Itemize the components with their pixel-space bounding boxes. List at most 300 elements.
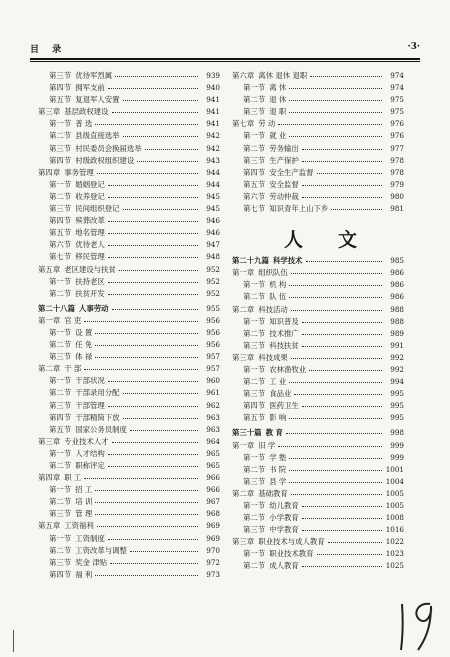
dot-leader [302, 334, 382, 335]
toc-entry-label [232, 255, 303, 267]
toc-entry-sec[interactable] [38, 412, 220, 424]
toc-entry-number: 第三节 [243, 525, 266, 535]
toc-entry-sec[interactable] [38, 424, 220, 436]
toc-page-number: 967 [206, 497, 220, 507]
toc-entry-label [243, 464, 286, 476]
toc-page-number: 952 [206, 264, 220, 274]
dot-leader [278, 446, 382, 447]
toc-entry-title: 普 选 [75, 119, 93, 129]
toc-entry-sec[interactable] [232, 130, 404, 142]
dot-leader [95, 514, 198, 515]
toc-entry-label [243, 328, 299, 340]
toc-entry-number: 第三节 [49, 509, 72, 519]
toc-entry-title: 人才结构 [75, 448, 105, 458]
toc-entry-part[interactable] [38, 303, 220, 315]
toc-entry-chap[interactable] [38, 264, 220, 276]
toc-entry-label [49, 143, 142, 155]
toc-entry-label [243, 512, 299, 524]
toc-entry-number: 第二节 [49, 545, 72, 555]
dot-leader [289, 285, 382, 286]
toc-entry-title: 干 部 [64, 364, 82, 374]
toc-entry-label [49, 227, 105, 239]
dot-leader [95, 490, 198, 491]
toc-entry-number: 第三节 [49, 557, 72, 567]
toc-entry-number: 第三章 [232, 352, 255, 362]
dot-leader [309, 370, 382, 371]
toc-entry-label [232, 440, 275, 452]
toc-page-number: 966 [206, 485, 220, 495]
header-rule-thick [30, 58, 420, 60]
toc-entry-sec[interactable] [232, 316, 404, 328]
dot-leader [289, 88, 382, 89]
toc-page-number: 964 [206, 436, 220, 446]
toc-page-number: 975 [390, 107, 404, 117]
toc-entry-title: 医药卫生 [269, 401, 299, 411]
toc-entry-label [49, 251, 105, 263]
toc-entry-sec[interactable] [232, 388, 404, 400]
toc-page-number: 943 [206, 155, 220, 165]
toc-entry-label [49, 569, 92, 581]
toc-entry-number: 第三节 [49, 204, 72, 214]
toc-page-number: 952 [206, 288, 220, 298]
toc-entry-sec[interactable] [38, 143, 220, 155]
toc-entry-label [243, 400, 299, 412]
toc-entry-title: 移民管理 [75, 252, 105, 262]
toc-entry-chap[interactable] [38, 520, 220, 532]
toc-entry-number: 第一节 [49, 276, 72, 286]
toc-entry-label [232, 536, 325, 548]
toc-entry-number: 第一节 [243, 501, 266, 510]
dot-leader [108, 381, 198, 382]
dot-leader [110, 563, 198, 564]
toc-entry-sec[interactable] [232, 279, 404, 291]
toc-entry-label [49, 70, 112, 82]
toc-entry-label [49, 191, 105, 203]
toc-entry-title: 民间组织登记 [75, 204, 120, 214]
dot-leader [289, 100, 382, 101]
toc-entry-sec[interactable] [232, 203, 404, 215]
dot-leader [302, 530, 382, 531]
toc-page-number: 995 [390, 389, 404, 399]
toc-entry-sec[interactable] [232, 452, 404, 464]
toc-entry-title: 扶持老区 [75, 276, 105, 286]
toc-entry-sec[interactable] [38, 557, 220, 569]
toc-page-number: 980 [390, 191, 404, 201]
toc-page-number: 945 [206, 191, 220, 201]
dot-leader [108, 454, 198, 455]
toc-entry-label [49, 239, 105, 251]
toc-entry-label [49, 179, 105, 191]
toc-page-number: 986 [390, 268, 404, 278]
toc-entry-number: 第二章 [232, 488, 255, 498]
dot-leader [302, 518, 382, 519]
toc-entry-label [38, 167, 94, 179]
dot-leader [84, 478, 198, 479]
dot-leader [289, 297, 382, 298]
toc-entry-sec[interactable] [232, 82, 404, 94]
toc-entry-sec[interactable] [38, 227, 220, 239]
toc-entry-number: 第一节 [49, 533, 72, 543]
toc-entry-sec[interactable] [38, 533, 220, 545]
dot-leader [289, 418, 382, 419]
toc-entry-label [38, 363, 81, 375]
toc-entry-title: 劳 动 [258, 119, 276, 129]
toc-entry-sec[interactable] [38, 484, 220, 496]
toc-page-number: 947 [206, 240, 220, 250]
dot-leader [302, 197, 382, 198]
toc-entry-title: 知识普及 [269, 316, 299, 326]
dot-leader [286, 433, 382, 434]
toc-entry-number: 第三节 [243, 476, 266, 486]
toc-entry-title: 离休 退休 退职 [258, 71, 308, 80]
toc-entry-sec[interactable] [232, 340, 404, 352]
toc-entry-label [232, 352, 288, 364]
dot-leader [108, 466, 198, 467]
toc-entry-sec[interactable] [232, 167, 404, 179]
toc-entry-title: 旧 学 [258, 440, 276, 450]
toc-entry-sec[interactable] [232, 364, 404, 376]
toc-entry-number: 第二章 [232, 304, 255, 314]
toc-entry-sec[interactable] [232, 376, 404, 388]
toc-entry-sec[interactable] [38, 179, 220, 191]
toc-entry-title: 就 业 [269, 131, 287, 141]
toc-entry-chap[interactable] [38, 106, 220, 118]
dot-leader [291, 358, 382, 359]
toc-entry-chap[interactable] [38, 472, 220, 484]
toc-entry-sec[interactable] [232, 291, 404, 303]
toc-entry-title: 管 理 [75, 509, 93, 519]
toc-entry-sec[interactable] [38, 276, 220, 288]
dot-leader [302, 322, 382, 323]
toc-entry-title: 基础教育 [258, 488, 288, 498]
toc-entry-label [243, 279, 286, 291]
toc-entry-number: 第三章 [38, 107, 61, 117]
toc-entry-number: 第一节 [243, 83, 266, 93]
toc-entry-label [232, 70, 307, 82]
toc-entry-title: 科技扶贫 [269, 340, 299, 350]
toc-page-number: 999 [390, 440, 404, 450]
toc-entry-sec[interactable] [38, 327, 220, 339]
toc-entry-sec[interactable] [38, 375, 220, 387]
toc-entry-sec[interactable] [38, 155, 220, 167]
toc-page-number: 970 [206, 545, 220, 555]
toc-entry-sec[interactable] [38, 203, 220, 215]
toc-page-number: 994 [390, 377, 404, 387]
toc-page-number: 946 [206, 228, 220, 238]
toc-entry-number: 第二十八篇 [38, 303, 75, 313]
toc-entry-number: 第二节 [49, 131, 72, 141]
toc-entry-sec[interactable] [38, 70, 220, 82]
toc-entry-number: 第七节 [243, 204, 266, 214]
toc-entry-chap[interactable] [232, 304, 404, 316]
toc-entry-title: 优待老人 [75, 240, 105, 250]
toc-page-number: 981 [390, 204, 404, 214]
toc-entry-number: 第四章 [38, 473, 61, 483]
toc-entry-number: 第一节 [243, 316, 266, 326]
toc-entry-number: 第二节 [49, 288, 72, 298]
toc-entry-label [49, 484, 92, 496]
toc-entry-sec[interactable] [38, 508, 220, 520]
toc-page-number: 960 [206, 376, 220, 386]
toc-entry-title: 队 伍 [269, 292, 287, 302]
toc-entry-chap[interactable] [232, 536, 404, 548]
toc-page-number: 957 [206, 364, 220, 374]
dot-leader [289, 382, 382, 383]
dot-leader [289, 112, 382, 113]
toc-entry-label [49, 448, 105, 460]
toc-entry-sec[interactable] [232, 191, 404, 203]
toc-entry-sec[interactable] [38, 448, 220, 460]
dot-leader [84, 369, 198, 370]
toc-entry-label [232, 304, 288, 316]
dot-leader [302, 406, 382, 407]
toc-page-number: 974 [390, 83, 404, 93]
toc-entry-sec[interactable] [38, 545, 220, 557]
toc-entry-sec[interactable] [232, 548, 404, 560]
toc-entry-chap[interactable] [38, 315, 220, 327]
toc-entry-sec[interactable] [38, 387, 220, 399]
toc-page-number: 941 [206, 107, 220, 117]
toc-entry-title: 食品业 [269, 389, 292, 399]
dot-leader [123, 393, 198, 394]
toc-entry-title: 幼儿教育 [269, 501, 299, 510]
toc-entry-number: 第一节 [243, 280, 266, 290]
toc-entry-title: 工 业 [269, 377, 287, 387]
toc-entry-title: 职业技术与成人教育 [258, 537, 325, 547]
toc-entry-sec[interactable] [38, 400, 220, 412]
toc-entry-label [49, 412, 120, 424]
toc-entry-label [49, 557, 107, 569]
page-header [30, 42, 420, 56]
toc-entry-sec[interactable] [232, 560, 404, 572]
toc-entry-chap[interactable] [232, 352, 404, 364]
toc-entry-sec[interactable] [232, 512, 404, 524]
toc-entry-sec[interactable] [232, 524, 404, 536]
toc-page-number: 968 [206, 509, 220, 519]
toc-entry-chap[interactable] [232, 267, 404, 279]
toc-entry-number: 第五节 [49, 424, 72, 434]
toc-entry-sec[interactable] [232, 400, 404, 412]
toc-entry-label [243, 167, 314, 179]
toc-page-number: 988 [390, 316, 404, 326]
toc-page-number: 966 [206, 473, 220, 483]
toc-entry-title: 成人教育 [269, 561, 299, 571]
toc-entry-sec[interactable] [232, 155, 404, 167]
toc-right-column [232, 70, 404, 573]
toc-page-number: 972 [206, 557, 220, 567]
dot-leader [108, 233, 198, 234]
toc-entry-number: 第二节 [243, 95, 266, 105]
toc-entry-number: 第三节 [243, 389, 266, 399]
toc-entry-title: 县级直接选举 [75, 131, 120, 141]
toc-entry-sec[interactable] [232, 500, 404, 512]
toc-entry-sec[interactable] [232, 476, 404, 488]
toc-entry-title: 生产保护 [269, 155, 299, 165]
toc-entry-label [38, 303, 109, 315]
toc-entry-sec[interactable] [232, 106, 404, 118]
toc-page-number: 944 [206, 179, 220, 189]
toc-entry-title: 体 禄 [75, 352, 93, 362]
toc-entry-number: 第二章 [38, 364, 61, 374]
dot-leader [328, 542, 382, 543]
toc-page-number: 939 [206, 71, 220, 80]
dot-leader [95, 124, 198, 125]
toc-entry-label [49, 203, 120, 215]
toc-entry-chap[interactable] [232, 440, 404, 452]
toc-entry-part[interactable] [232, 427, 404, 439]
toc-entry-number: 第三节 [49, 143, 72, 153]
toc-entry-sec[interactable] [38, 339, 220, 351]
toc-entry-label [243, 388, 291, 400]
toc-entry-label [49, 424, 127, 436]
toc-entry-sec[interactable] [38, 351, 220, 363]
dot-leader [108, 257, 198, 258]
toc-entry-number: 第一章 [232, 440, 255, 450]
toc-entry-label [243, 203, 328, 215]
toc-right-top [232, 70, 404, 215]
toc-entry-sec[interactable] [38, 215, 220, 227]
toc-entry-chap[interactable] [232, 70, 404, 82]
toc-page-number: 969 [206, 521, 220, 531]
toc-entry-number: 第二节 [243, 143, 266, 153]
dot-leader [130, 430, 198, 431]
toc-entry-label [49, 339, 92, 351]
toc-entry-label [49, 496, 92, 508]
toc-page-number: 962 [206, 400, 220, 410]
toc-entry-sec[interactable] [38, 460, 220, 472]
toc-entry-number: 第三节 [243, 340, 266, 350]
toc-entry-title: 学 塾 [269, 452, 287, 462]
toc-entry-title: 基层政权建设 [64, 107, 109, 117]
dot-leader [302, 161, 382, 162]
toc-entry-number: 第五节 [49, 95, 72, 105]
page-number: ·3· [407, 42, 420, 52]
toc-entry-title: 科技活动 [258, 304, 288, 314]
toc-entry-label [38, 106, 109, 118]
toc-entry-title: 拥军支前 [75, 83, 105, 93]
toc-entry-label [243, 179, 299, 191]
header-rule-thin [30, 61, 420, 62]
toc-entry-title: 福 利 [75, 569, 93, 579]
toc-entry-title: 收养登记 [75, 191, 105, 201]
toc-entry-part[interactable] [232, 255, 404, 267]
toc-entry-label [243, 452, 286, 464]
dot-leader [108, 539, 198, 540]
toc-entry-number: 第四节 [49, 569, 72, 579]
toc-entry-label [49, 387, 120, 399]
toc-entry-number: 第三章 [232, 537, 255, 547]
toc-entry-label [243, 291, 286, 303]
toc-entry-title: 安全生产监督 [269, 167, 314, 177]
toc-entry-number: 第五节 [243, 413, 266, 423]
toc-page-number: 977 [390, 143, 404, 153]
toc-entry-label [232, 267, 288, 279]
toc-entry-label [243, 82, 286, 94]
toc-entry-title: 培 训 [75, 497, 93, 507]
toc-entry-title: 专业技术人才 [64, 436, 109, 446]
toc-entry-title: 干部精简下放 [75, 412, 120, 422]
toc-entry-number: 第二节 [243, 464, 266, 474]
toc-entry-chap[interactable] [38, 167, 220, 179]
toc-entry-number: 第二节 [49, 191, 72, 201]
toc-page-number: 975 [390, 95, 404, 105]
toc-entry-label [49, 118, 92, 130]
toc-entry-number: 第四节 [49, 216, 72, 226]
toc-entry-sec[interactable] [38, 239, 220, 251]
toc-page-number: 941 [206, 95, 220, 105]
dot-leader [294, 394, 382, 395]
toc-entry-label [49, 533, 105, 545]
toc-entry-sec[interactable] [232, 464, 404, 476]
toc-entry-number: 第二节 [243, 513, 266, 523]
toc-entry-sec[interactable] [232, 179, 404, 191]
toc-entry-sec[interactable] [38, 191, 220, 203]
toc-entry-sec[interactable] [38, 82, 220, 94]
toc-entry-label [49, 508, 92, 520]
toc-entry-sec[interactable] [232, 412, 404, 424]
toc-entry-sec[interactable] [232, 328, 404, 340]
toc-page-number: 979 [390, 179, 404, 189]
toc-entry-number: 第一节 [243, 131, 266, 141]
toc-entry-label [243, 524, 299, 536]
toc-entry-title: 扶贫开发 [75, 288, 105, 298]
toc-page-number: 978 [390, 155, 404, 165]
toc-entry-number: 第一节 [243, 549, 266, 559]
toc-entry-number: 第四章 [38, 167, 61, 177]
toc-entry-title: 离 休 [269, 83, 287, 93]
toc-entry-title: 影 响 [269, 413, 287, 423]
toc-entry-sec[interactable] [38, 94, 220, 106]
dot-leader [108, 282, 198, 283]
toc-entry-number: 第四节 [49, 412, 72, 422]
dot-leader [291, 273, 382, 274]
toc-entry-sec[interactable] [38, 288, 220, 300]
toc-entry-chap[interactable] [38, 436, 220, 448]
toc-entry-sec[interactable] [38, 130, 220, 142]
toc-entry-number: 第四节 [243, 167, 266, 177]
toc-page-number: 945 [206, 204, 220, 214]
toc-entry-title: 地名管理 [75, 228, 105, 238]
toc-entry-chap[interactable] [232, 118, 404, 130]
toc-entry-title: 教 育 [265, 428, 283, 438]
toc-entry-title: 职业技术教育 [269, 549, 314, 559]
toc-entry-number: 第四节 [49, 155, 72, 165]
toc-entry-chap[interactable] [232, 488, 404, 500]
toc-entry-sec[interactable] [38, 118, 220, 130]
toc-entry-chap[interactable] [38, 363, 220, 375]
dot-leader [278, 124, 382, 125]
toc-entry-sec[interactable] [232, 94, 404, 106]
toc-page-number: 1004 [385, 476, 404, 486]
toc-page-number: 995 [390, 401, 404, 411]
toc-page-number: 1005 [385, 501, 404, 510]
toc-entry-sec[interactable] [38, 569, 220, 581]
dot-leader [306, 261, 382, 262]
dot-leader [291, 310, 382, 311]
toc-entry-number: 第三节 [49, 352, 72, 362]
toc-entry-title: 工资改革与调整 [75, 545, 127, 555]
running-title: 目 录 [30, 45, 67, 55]
dot-leader [108, 185, 198, 186]
toc-entry-label [38, 520, 94, 532]
toc-entry-sec[interactable] [38, 251, 220, 263]
toc-entry-label [49, 288, 105, 300]
toc-entry-number: 第三节 [49, 400, 72, 410]
toc-entry-sec[interactable] [38, 496, 220, 508]
toc-entry-sec[interactable] [232, 143, 404, 155]
toc-page-number: 963 [206, 412, 220, 422]
toc-entry-label [243, 155, 299, 167]
